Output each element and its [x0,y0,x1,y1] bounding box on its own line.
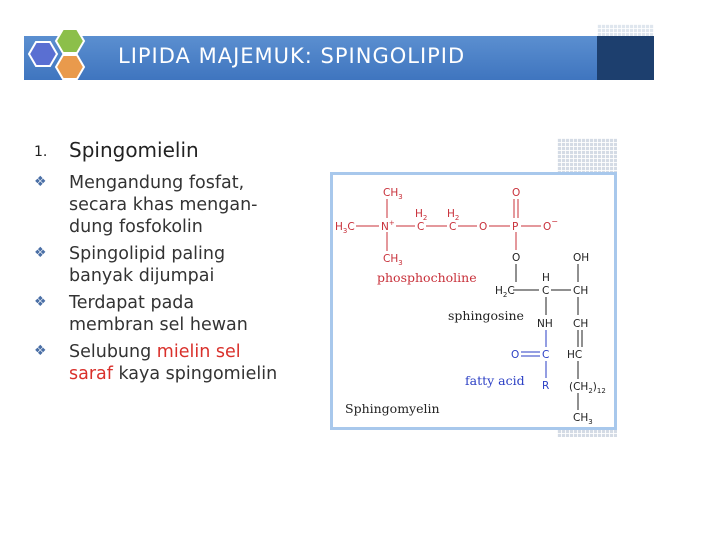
atom-o-link: O [512,252,521,264]
atom-h2c: $H_2C$ [495,285,515,299]
atom-o-double: O [512,187,521,199]
phosphocholine-label: phosphocholine [377,270,477,285]
atom-o-carbonyl: O [511,349,520,361]
figure-grid-pattern-bottom [557,429,617,437]
atom-n-plus: N+ [381,219,395,233]
hexagon-green [56,29,84,53]
sphingosine-atoms [495,252,606,426]
slide-title: LIPIDA MAJEMUK: SPINGOLIPID [118,44,466,68]
fatty-acid-label: fatty acid [465,373,525,388]
bullet-text-post: kaya spingomielin [112,364,278,384]
diamond-bullet-icon: ❖ [34,294,47,310]
diamond-bullet-icon: ❖ [34,343,47,359]
sphingosine-label: sphingosine [448,308,524,323]
atom-ch-2: CH [573,318,589,330]
atom-h3c: $H_3C$ [335,221,355,235]
header-accent-block [597,36,654,80]
bullet-item [34,292,334,336]
bullet-item [34,243,334,287]
atom-c-b: C [449,221,457,233]
phosphocholine-atoms [335,187,558,267]
atom-hc: HC [567,349,583,361]
atom-c-a: C [417,221,425,233]
bullet-item [34,341,334,385]
hexagon-blue [29,42,57,66]
atom-o-minus: O− [543,217,558,233]
bullet-text: Terdapat pada membran sel hewan [69,293,248,335]
atom-ch3-top: $CH_3$ [383,187,403,201]
hexagon-logo-icon [26,26,98,84]
structure-diagram [333,175,614,427]
diamond-bullet-icon: ❖ [34,245,47,261]
atom-oh: OH [573,252,590,264]
atom-ch2-chain: $(CH_2)_{12}$ [569,381,606,395]
atom-h2-a: $H_2$ [415,208,428,222]
hexagon-orange [56,55,84,79]
bullet-text [69,342,277,384]
figure-grid-pattern [557,138,617,174]
bullet-text: Mengandung fosfat, secara khas mengan- dung fosfokolin [69,173,258,237]
section-number: 1. [34,144,48,160]
sphingomyelin-figure [330,172,617,430]
section-heading [34,138,334,164]
header-bar [24,36,654,80]
content-block [34,138,334,390]
atom-c-carbonyl: C [542,349,550,361]
atom-nh: NH [537,318,553,330]
header-grid-pattern [597,24,654,36]
atom-ch3-bottom: $CH_3$ [383,253,403,267]
bullet-item [34,172,334,238]
atom-p: P [512,221,519,233]
atom-h2-b: $H_2$ [447,208,460,222]
atom-ch-1: CH [573,285,589,297]
figure-caption: Sphingomyelin [345,401,440,416]
bullet-text-pre: Selubung [69,342,157,362]
section-heading-text: Spingomielin [69,138,199,162]
diamond-bullet-icon: ❖ [34,174,47,190]
bullet-text: Spingolipid paling banyak dijumpai [69,244,226,286]
atom-o-ester: O [479,221,488,233]
atom-r: R [542,380,550,392]
atom-ch3-end: $CH_3$ [573,412,593,426]
bullet-list [34,172,334,385]
bullet-highlight: mielin sel saraf [69,342,241,384]
atom-c-alpha: C [542,285,550,297]
atom-h: H [542,272,550,284]
